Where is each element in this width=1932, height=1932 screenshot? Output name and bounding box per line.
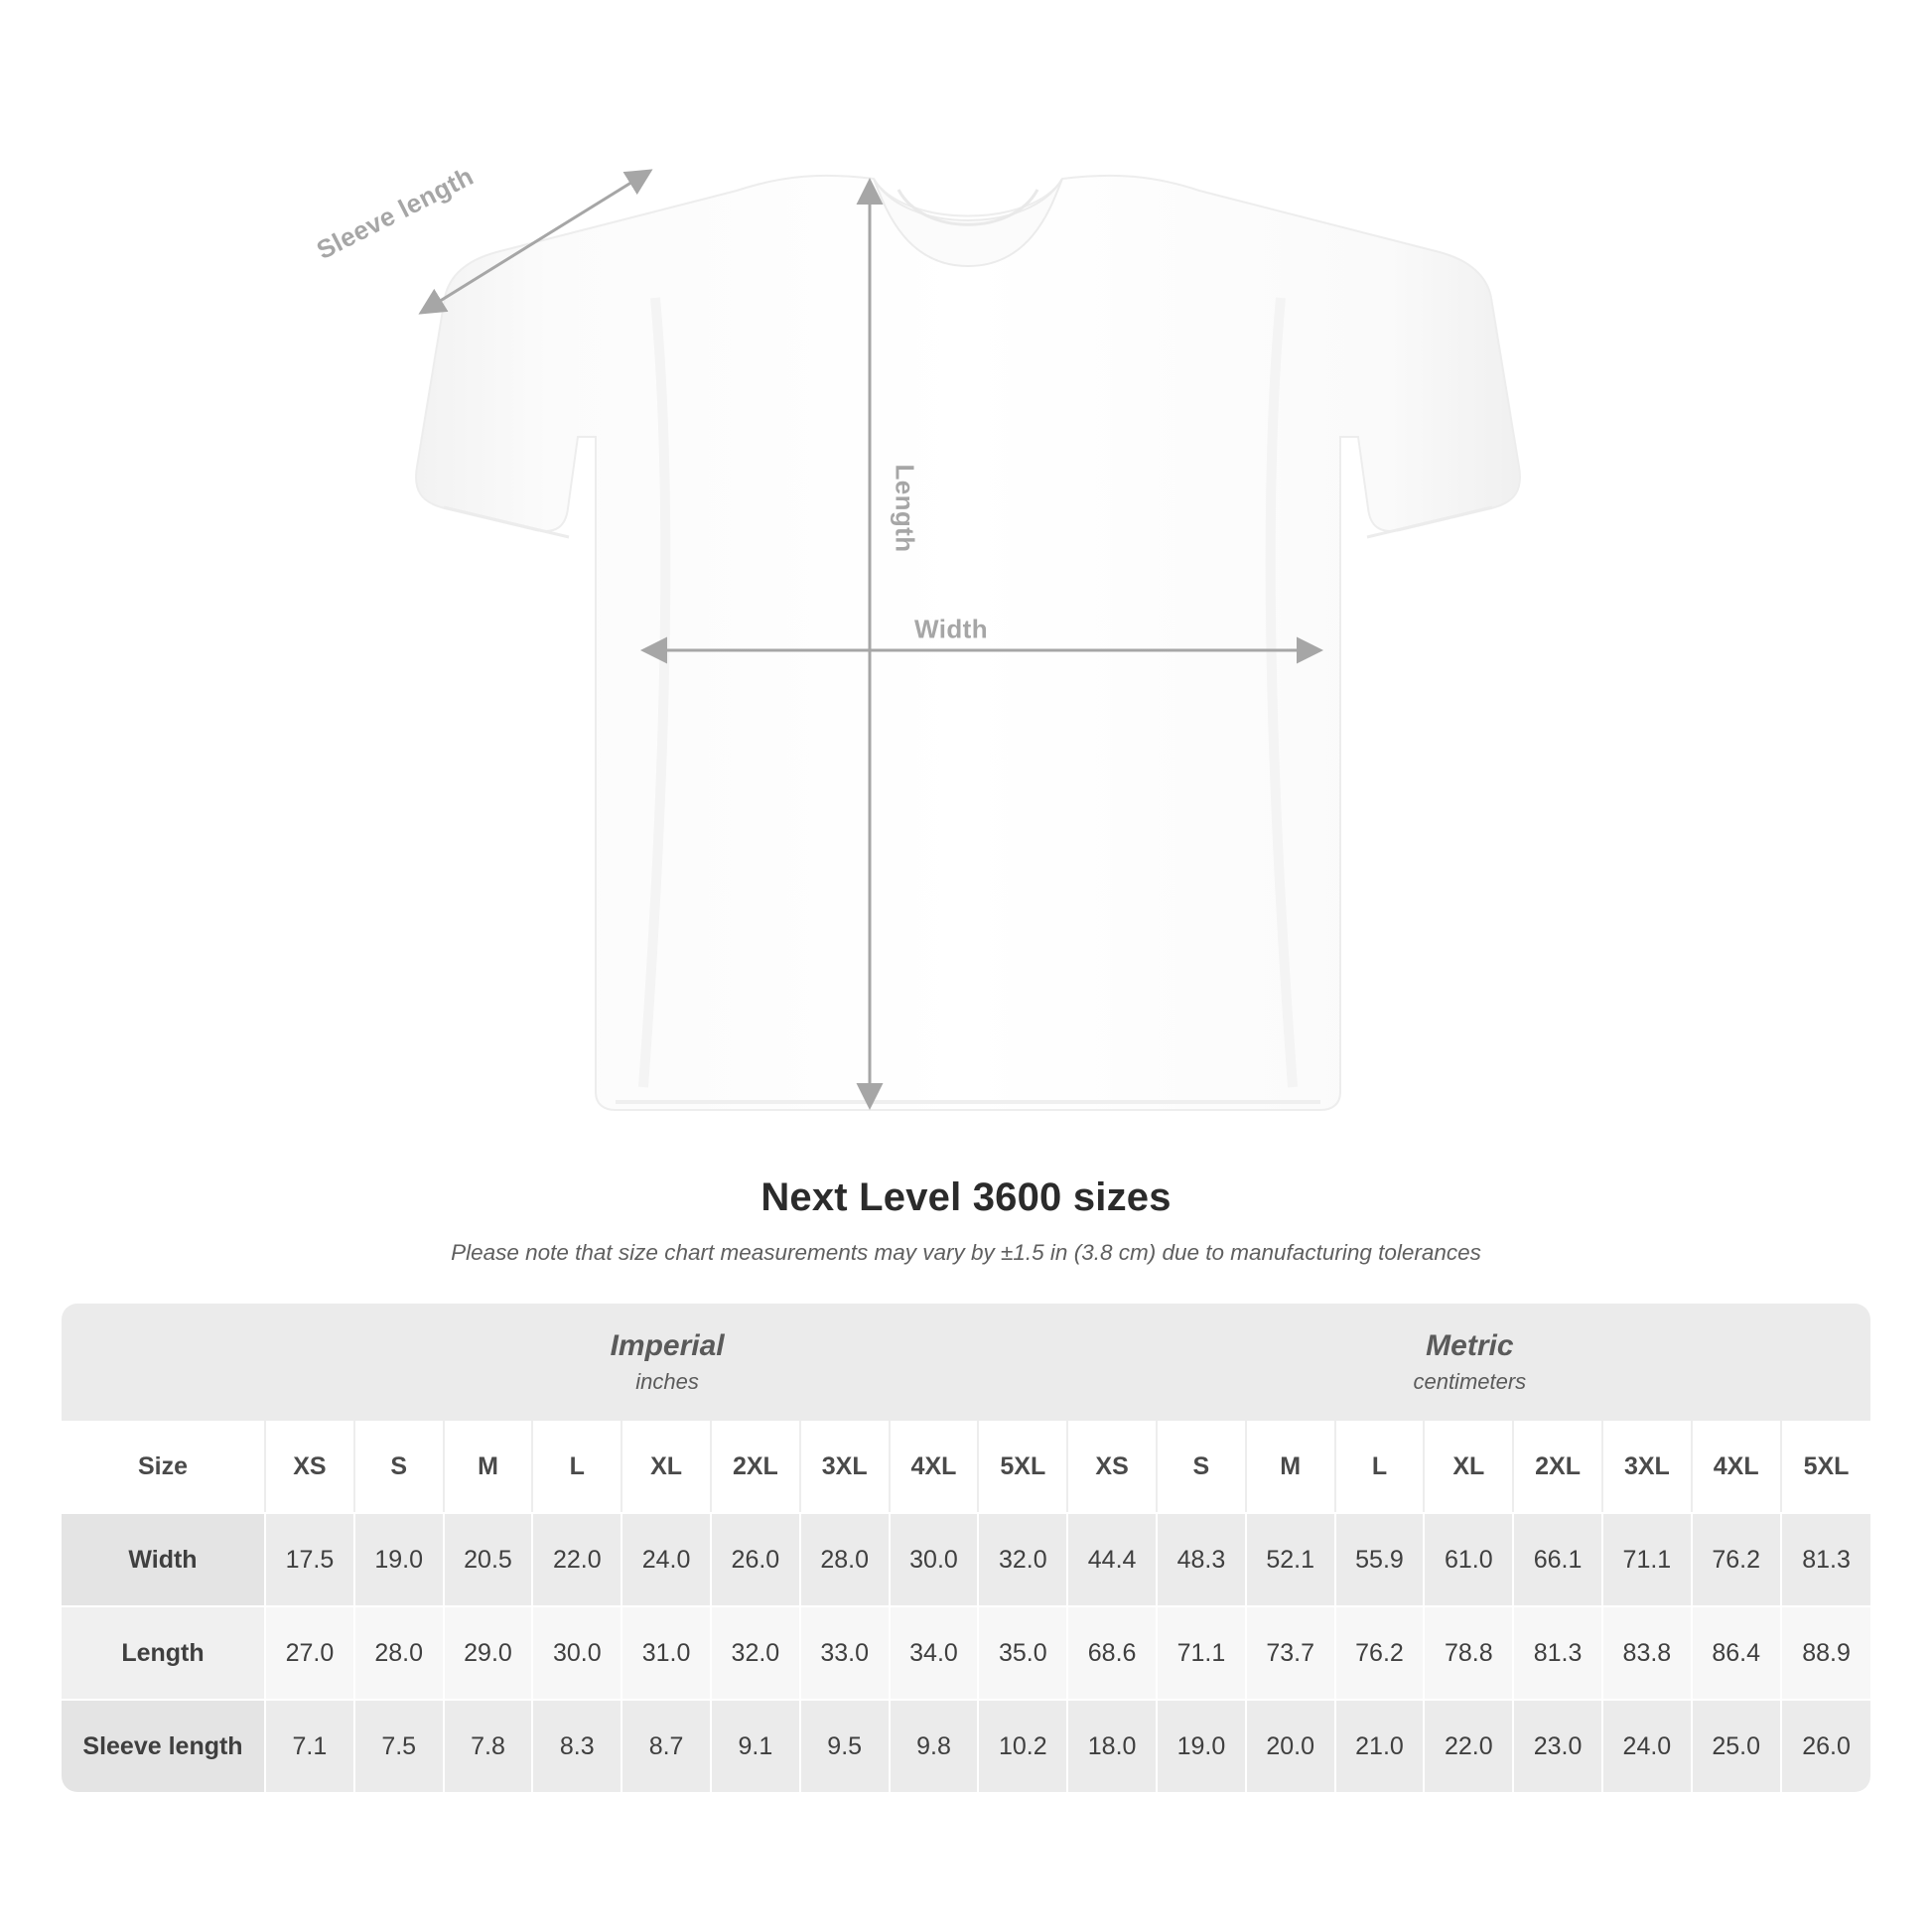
cell-length-imperial-5xl: 35.0 xyxy=(979,1605,1068,1699)
cell-width-metric-l: 55.9 xyxy=(1336,1512,1426,1605)
cell-width-imperial-2xl: 26.0 xyxy=(712,1512,801,1605)
cell-sleeve-metric-xl: 22.0 xyxy=(1425,1699,1514,1792)
size-header-imperial-l: L xyxy=(533,1421,622,1512)
cell-width-metric-s: 48.3 xyxy=(1158,1512,1247,1605)
size-header-metric-l: L xyxy=(1336,1421,1426,1512)
table-row xyxy=(62,1605,1870,1699)
cell-length-metric-xs: 68.6 xyxy=(1068,1605,1158,1699)
cell-length-imperial-m: 29.0 xyxy=(445,1605,534,1699)
unit-group-imperial xyxy=(266,1304,1068,1421)
cell-sleeve-imperial-l: 8.3 xyxy=(533,1699,622,1792)
size-header-metric-3xl: 3XL xyxy=(1603,1421,1693,1512)
cell-sleeve-imperial-xs: 7.1 xyxy=(266,1699,355,1792)
cell-width-metric-4xl: 76.2 xyxy=(1693,1512,1782,1605)
cell-sleeve-imperial-4xl: 9.8 xyxy=(891,1699,980,1792)
cell-width-imperial-xs: 17.5 xyxy=(266,1512,355,1605)
unit-group-metric xyxy=(1068,1304,1870,1421)
table-row xyxy=(62,1512,1870,1605)
cell-sleeve-metric-4xl: 25.0 xyxy=(1693,1699,1782,1792)
size-header-metric-5xl: 5XL xyxy=(1782,1421,1871,1512)
row-label-length: Length xyxy=(62,1605,266,1699)
cell-width-imperial-l: 22.0 xyxy=(533,1512,622,1605)
size-header-imperial-5xl: 5XL xyxy=(979,1421,1068,1512)
cell-sleeve-imperial-s: 7.5 xyxy=(355,1699,445,1792)
cell-width-metric-xs: 44.4 xyxy=(1068,1512,1158,1605)
size-header-metric-m: M xyxy=(1247,1421,1336,1512)
row-label-width: Width xyxy=(62,1512,266,1605)
size-header-imperial-xl: XL xyxy=(622,1421,712,1512)
unit-group-imperial-sub: inches xyxy=(635,1369,699,1394)
table-unit-header-row xyxy=(62,1304,1870,1421)
tolerance-note: Please note that size chart measurements may vary by ±1.5 in (3.8 cm) due to manufacturing tolerances xyxy=(451,1240,1481,1265)
length-label: Length xyxy=(890,464,920,553)
size-header-metric-4xl: 4XL xyxy=(1693,1421,1782,1512)
cell-width-imperial-3xl: 28.0 xyxy=(801,1512,891,1605)
cell-length-imperial-xl: 31.0 xyxy=(622,1605,712,1699)
cell-width-metric-3xl: 71.1 xyxy=(1603,1512,1693,1605)
cell-sleeve-metric-xs: 18.0 xyxy=(1068,1699,1158,1792)
size-header-imperial-3xl: 3XL xyxy=(801,1421,891,1512)
unit-group-metric-sub: centimeters xyxy=(1413,1369,1527,1394)
cell-width-imperial-xl: 24.0 xyxy=(622,1512,712,1605)
cell-sleeve-metric-m: 20.0 xyxy=(1247,1699,1336,1792)
sleeve-length-label: Sleeve length xyxy=(311,160,479,266)
cell-sleeve-metric-3xl: 24.0 xyxy=(1603,1699,1693,1792)
size-header-imperial-s: S xyxy=(355,1421,445,1512)
cell-width-imperial-m: 20.5 xyxy=(445,1512,534,1605)
cell-length-metric-s: 71.1 xyxy=(1158,1605,1247,1699)
size-header-imperial-4xl: 4XL xyxy=(891,1421,980,1512)
cell-width-metric-m: 52.1 xyxy=(1247,1512,1336,1605)
cell-length-metric-3xl: 83.8 xyxy=(1603,1605,1693,1699)
cell-length-metric-2xl: 81.3 xyxy=(1514,1605,1603,1699)
table-size-header-row xyxy=(62,1421,1870,1512)
size-header-imperial-m: M xyxy=(445,1421,534,1512)
row-label-sleeve-length: Sleeve length xyxy=(62,1699,266,1792)
size-header-metric-xl: XL xyxy=(1425,1421,1514,1512)
cell-sleeve-imperial-3xl: 9.5 xyxy=(801,1699,891,1792)
cell-sleeve-imperial-xl: 8.7 xyxy=(622,1699,712,1792)
size-header-metric-s: S xyxy=(1158,1421,1247,1512)
size-table xyxy=(62,1304,1870,1792)
cell-sleeve-imperial-m: 7.8 xyxy=(445,1699,534,1792)
cell-sleeve-metric-5xl: 26.0 xyxy=(1782,1699,1871,1792)
size-header-metric-2xl: 2XL xyxy=(1514,1421,1603,1512)
size-header-metric-xs: XS xyxy=(1068,1421,1158,1512)
cell-length-imperial-3xl: 33.0 xyxy=(801,1605,891,1699)
width-label: Width xyxy=(914,614,988,644)
size-table-wrapper xyxy=(0,1266,1932,1792)
cell-sleeve-imperial-2xl: 9.1 xyxy=(712,1699,801,1792)
size-header-imperial-xs: XS xyxy=(266,1421,355,1512)
cell-width-imperial-5xl: 32.0 xyxy=(979,1512,1068,1605)
cell-width-metric-5xl: 81.3 xyxy=(1782,1512,1871,1605)
size-header-imperial-2xl: 2XL xyxy=(712,1421,801,1512)
unit-group-imperial-name: Imperial xyxy=(610,1329,725,1362)
unit-group-metric-name: Metric xyxy=(1426,1329,1514,1362)
cell-length-imperial-l: 30.0 xyxy=(533,1605,622,1699)
cell-length-imperial-s: 28.0 xyxy=(355,1605,445,1699)
cell-length-metric-4xl: 86.4 xyxy=(1693,1605,1782,1699)
cell-length-metric-l: 76.2 xyxy=(1336,1605,1426,1699)
table-corner-cell xyxy=(62,1304,266,1421)
cell-length-imperial-4xl: 34.0 xyxy=(891,1605,980,1699)
cell-length-metric-m: 73.7 xyxy=(1247,1605,1336,1699)
table-row xyxy=(62,1699,1870,1792)
cell-sleeve-imperial-5xl: 10.2 xyxy=(979,1699,1068,1792)
cell-sleeve-metric-s: 19.0 xyxy=(1158,1699,1247,1792)
cell-sleeve-metric-2xl: 23.0 xyxy=(1514,1699,1603,1792)
cell-length-metric-5xl: 88.9 xyxy=(1782,1605,1871,1699)
cell-width-metric-xl: 61.0 xyxy=(1425,1512,1514,1605)
cell-length-imperial-2xl: 32.0 xyxy=(712,1605,801,1699)
cell-width-metric-2xl: 66.1 xyxy=(1514,1512,1603,1605)
cell-width-imperial-s: 19.0 xyxy=(355,1512,445,1605)
cell-length-imperial-xs: 27.0 xyxy=(266,1605,355,1699)
size-header-label: Size xyxy=(62,1421,266,1512)
cell-length-metric-xl: 78.8 xyxy=(1425,1605,1514,1699)
cell-sleeve-metric-l: 21.0 xyxy=(1336,1699,1426,1792)
page-title: Next Level 3600 sizes xyxy=(760,1175,1172,1219)
cell-width-imperial-4xl: 30.0 xyxy=(891,1512,980,1605)
